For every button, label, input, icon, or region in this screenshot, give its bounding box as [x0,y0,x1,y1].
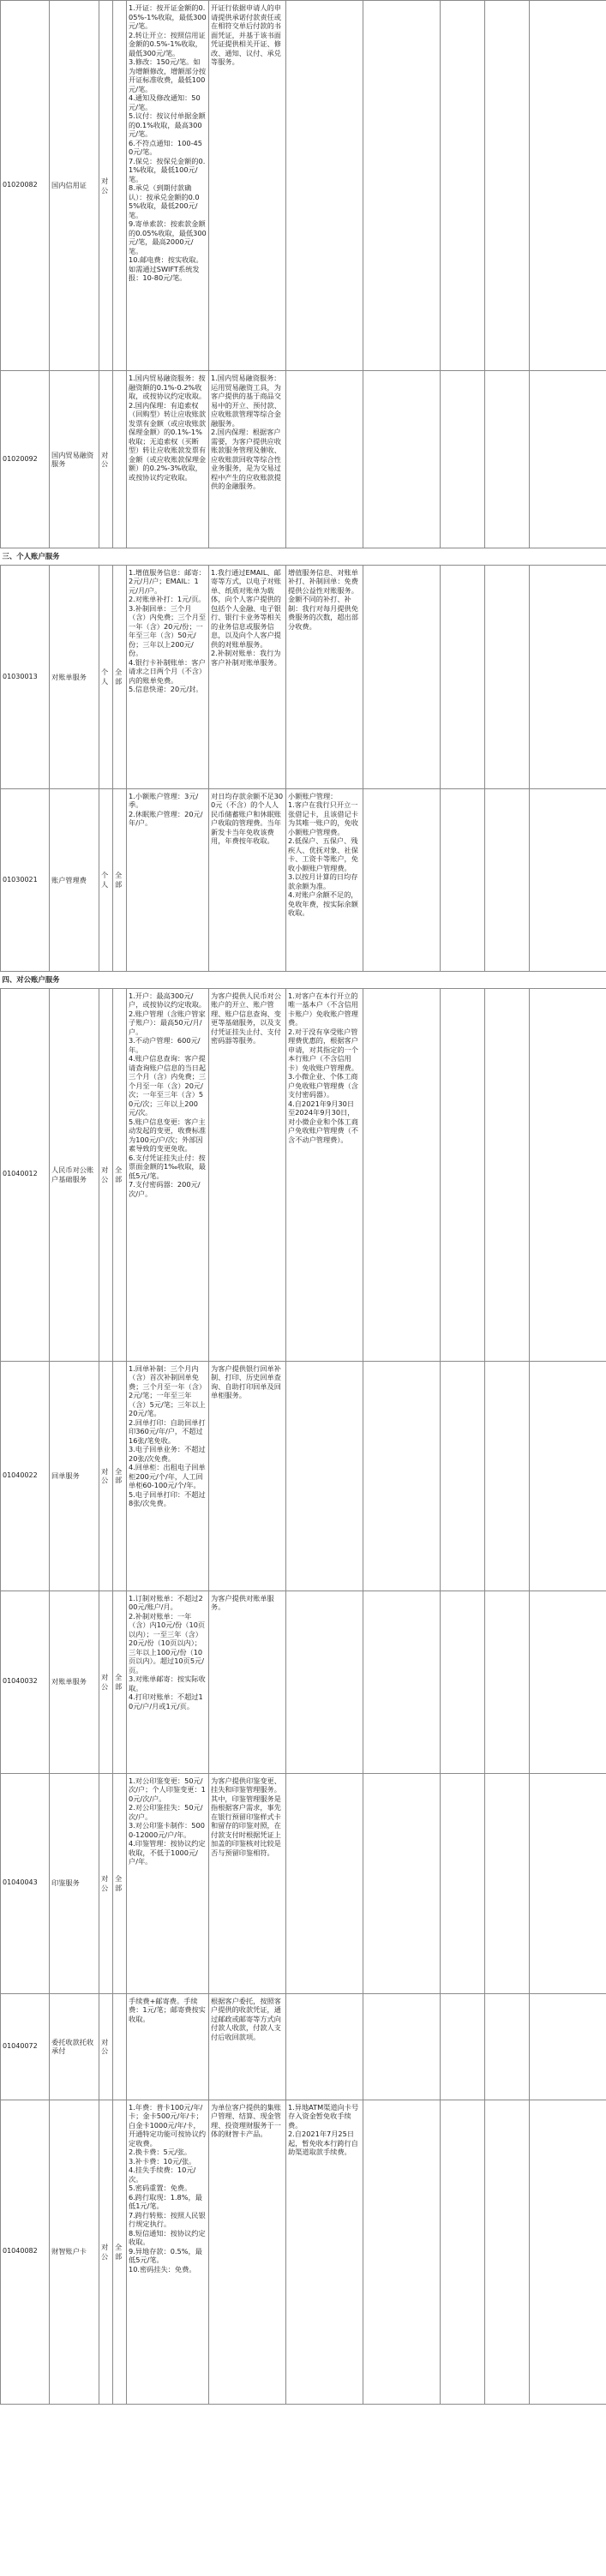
service-scope [113,1993,127,2100]
fee-standard: 1.年费：普卡100元/年/卡；金卡500元/年/卡；白金卡1000元/年/卡，开通特定功能可按协议约定收费。 2.换卡费：5元/张。 3.补卡费：10元/张。 4.挂失手续费：10元/次。 5.密码重置：免费。 6.跨行取现：1.8%，最低1元/笔。 7.跨行转账：按照人民银行规定执行。 8.短信通知：按协议约定收取。 9.异地存款：0.5%，最低5元/笔。 10.密码挂失：免费。 [127,2100,209,2404]
section-title: 四、对公账户服务 [1,971,606,988]
service-target: 对公 [99,1993,113,2100]
fee-standard: 1.开证：按开证金额的0.05%-1%收取，最低300元/笔。 2.转让开立：按照信用证金额的0.5%-1%收取，最低300元/笔。 3.修改：150元/笔。如为增额修改，增额部分按开证标准收费，最低100元/笔。 4.通知及修改通知：50元/笔。 5.议付：按议付单据金额的0.1%收取，最高300元/笔。 6.不符点通知：100-450元/笔。 7.保兑：按保兑金额的0.1%收取，最低100元/笔。 8.承兑（到期付款确认）：按承兑金额的0.05%收取，最低200元/笔。 9.寄单索款：按索款金额的0.05%收取，最低300元/笔，最高2000元/笔。 10.邮电费：按实收取。如需通过SWIFT系统发报：10-80元/笔。 [127,1,209,371]
service-scope: 全部 [113,1361,127,1591]
service-content: 对日均存款余额不足300元（不含）的个人人民币储蓄账户和休眠账户收取的管理费。当年新发卡当年免收该费用，年费按年收取。 [209,788,286,971]
service-content: 1.我行通过EMAIL、邮寄等方式，以电子对账单、纸质对账单为载体，向个人客户提供的包括个人金融、电子银行、银行卡业务等相关的业务信息或服务信息，以及向个人客户提供的对账单服务。 2.补制对账单：我行为客户补制对账单服务。 [209,565,286,788]
service-name: 财智账户卡 [50,2100,99,2404]
empty-cell [441,988,485,1361]
service-code: 01040082 [1,2100,50,2404]
empty-cell [363,988,441,1361]
service-code: 01040043 [1,1773,50,1993]
service-scope: 全部 [113,988,127,1361]
service-target: 对公 [99,2100,113,2404]
table-row [1,371,606,548]
section-header-row [1,971,606,988]
remark [530,1773,606,1993]
remark [530,2100,606,2404]
table-row [1,1993,606,2100]
table-row [1,988,606,1361]
service-scope [113,1,127,371]
empty-cell [485,1993,530,2100]
empty-cell [363,371,441,548]
service-name: 对账单服务 [50,1591,99,1773]
empty-cell [441,1773,485,1993]
preferential-policy [286,1993,363,2100]
empty-cell [485,565,530,788]
service-name: 国内贸易融资服务 [50,371,99,548]
table-row [1,788,606,971]
service-code: 01040032 [1,1591,50,1773]
service-name: 回单服务 [50,1361,99,1591]
service-target: 对公 [99,1361,113,1591]
preferential-policy: 1.对客户在本行开立的唯一基本户（不含信用卡账户）免收账户管理费。 2.对于没有享受账户管理费优惠的，根据客户申请，对其指定的一个本行账户（不含信用卡）免收账户管理费。 3.小微企业、个体工商户免收账户管理费（含支付密码器）。 4.自2021年9月30日至2024年9月30日，对小微企业和个体工商户免收账户管理费（不含不动户管理费）。 [286,988,363,1361]
service-content: 为单位客户提供的集账户管理、结算、现金管理、投资理财服务于一体的财智卡产品。 [209,2100,286,2404]
service-code: 01020092 [1,371,50,548]
preferential-policy: 1.异地ATM渠道向卡号存入资金暂免收手续费。 2.自2021年7月25日起，暂免收本行跨行自助渠道取款手续费。 [286,2100,363,2404]
empty-cell [441,1,485,371]
service-content: 为客户提供印鉴变更、挂失和印鉴管理服务。其中，印鉴管理服务是指根据客户需求，事先在银行预留印鉴样式卡和留存的印鉴对照，在付款支付时根据凭证上加盖的印鉴核对比较是否与预留印鉴相符。 [209,1773,286,1993]
remark [530,565,606,788]
fee-standard: 1.增值服务信息：邮寄：2元/月/户；EMAIL：1元/月/户。 2.对账单补打：1元/页。 3.补制回单：三个月（含）内免费；三个月至一年（含）20元/份；一年至三年（含）50元/份；三年以上200元/份。 4.银行卡补制账单：客户请求之日两个月（不含）内的账单免费。 5.信息快递：20元/封。 [127,565,209,788]
table-row [1,1773,606,1993]
service-target: 个人 [99,565,113,788]
empty-cell [441,2100,485,2404]
fee-standard: 1.订制对账单：不超过200元/账户/月。 2.补制对账单：一年（含）内10元/份（10页以内）；一至三年（含）20元/份（10页以内）；三年以上100元/份（10页以内）。超过10页5元/页。 3.对账单邮寄：按实际收取。 4.打印对账单：不超过10元/户/月或1元/页。 [127,1591,209,1773]
empty-cell [441,371,485,548]
empty-cell [485,1361,530,1591]
remark [530,1993,606,2100]
service-target: 对公 [99,1,113,371]
service-name: 对账单服务 [50,565,99,788]
remark [530,1361,606,1591]
preferential-policy: 增值服务信息、对账单补打、补制回单：免费提供公益性对账服务。 金额不同的补打、补制：我行对每月提供免费服务的次数，超出部分收费。 [286,565,363,788]
empty-cell [441,1993,485,2100]
service-content: 开证行依据申请人的申请提供承诺付款责任或在相符交单后付款的书面凭证，并基于该书面凭证提供相关开证、修改、通知、议付、承兑等服务。 [209,1,286,371]
empty-cell [363,788,441,971]
service-scope: 全部 [113,565,127,788]
service-code: 01040022 [1,1361,50,1591]
remark [530,1,606,371]
empty-cell [485,1591,530,1773]
preferential-policy [286,1361,363,1591]
service-target: 个人 [99,788,113,971]
service-content: 为客户提供银行回单补制、打印、历史回单查询、自助打印回单及回单柜服务。 [209,1361,286,1591]
service-code: 01040012 [1,988,50,1361]
preferential-policy [286,1591,363,1773]
fee-standard: 1.开户：最高300元/户，或按协议约定收取。 2.账户管理（含账户管家子账户）：最高50元/月/户。 3.不动户管理：600元/年。 4.账户信息查询：客户提请查询账户信息的当日起三个月（含）内免费；三个月至一年（含）20元/次；一年至三年（含）50元/次；三年以上200元/次。 5.账户信息变更：客户主动发起的变更，收费标准为100元/户/次；外部因素导致的变更免收。 6.支付凭证挂失止付：按票面金额的1‰收取，最低5元/笔。 7.支付密码器：200元/次/户。 [127,988,209,1361]
empty-cell [363,1591,441,1773]
service-content: 1.国内贸易融资服务：运用贸易融资工具，为客户提供的基于商品交易中的开立、预付款、应收账款管理等综合金融服务。 2.国内保理：根据客户需要，为客户提供应收账款服务管理及催收、应收账款回收等综合性业务服务，是为交易过程中产生的应收账款提供的金融服务。 [209,371,286,548]
service-target: 对公 [99,988,113,1361]
empty-cell [441,565,485,788]
preferential-policy [286,371,363,548]
service-name: 人民币对公账户基础服务 [50,988,99,1361]
service-content: 为客户提供对账单服务。 [209,1591,286,1773]
service-target: 对公 [99,1591,113,1773]
empty-cell [485,1773,530,1993]
service-scope [113,371,127,548]
fee-standard: 1.小额账户管理：3元/季。 2.休眠账户管理：20元/年/户。 [127,788,209,971]
service-target: 对公 [99,371,113,548]
remark [530,1591,606,1773]
remark [530,371,606,548]
service-code: 01020082 [1,1,50,371]
empty-cell [363,1773,441,1993]
service-name: 账户管理费 [50,788,99,971]
service-name: 委托收款托收承付 [50,1993,99,2100]
table-row [1,565,606,788]
service-scope: 全部 [113,2100,127,2404]
remark [530,988,606,1361]
service-code: 01030021 [1,788,50,971]
preferential-policy: 小额账户管理： 1.客户在我行只开立一张借记卡，且该借记卡为其唯一账户的，免收小额账户管理费。 2.低保户、五保户、残疾人、优抚对象、社保卡、工资卡等账户，免收小额账户管理费。 3.以按月计算的日均存款余额为准。 4.对账户余额不足的，免收年费，按实际余额收取。 [286,788,363,971]
preferential-policy [286,1773,363,1993]
table-row [1,1591,606,1773]
empty-cell [363,1,441,371]
table-row [1,2100,606,2404]
empty-cell [441,1361,485,1591]
service-name: 国内信用证 [50,1,99,371]
service-content: 为客户提供人民币对公账户的开立、账户管理、账户信息查询、变更等基础服务，以及支付凭证挂失止付、支付密码器等服务。 [209,988,286,1361]
empty-cell [363,565,441,788]
service-scope: 全部 [113,788,127,971]
service-scope: 全部 [113,1773,127,1993]
empty-cell [441,1591,485,1773]
empty-cell [441,788,485,971]
fee-standard: 1.国内贸易融资服务：按融资额的0.1%-0.2%收取，或按协议约定收取。 2.国内保理：有追索权（回购型）转让应收账款发票有金额（或应收账款保理金额）的0.1%-1%收取；无追索权（买断型）转让应收账款发票有金额（或应收账款保理金额）的0.2%-3%收取，或按协议约定收取。 [127,371,209,548]
empty-cell [363,2100,441,2404]
empty-cell [485,988,530,1361]
section-header-row [1,548,606,566]
table-row [1,1,606,371]
fee-standard: 1.回单补制：三个月内（含）首次补制回单免费；三个月至一年（含）2元/笔；一年至三年（含）5元/笔；三年以上20元/笔。 2.回单打印：自助回单打印360元/年/户，不超过16张/笔免收。 3.电子回单业务：不超过20张/次免费。 4.回单柜：出租电子回单柜200元/个/年，人工回单柜60-100元/个/年。 5.电子回单打印：不超过8张/次免费。 [127,1361,209,1591]
service-code: 01030013 [1,565,50,788]
service-code: 01040072 [1,1993,50,2100]
service-scope: 全部 [113,1591,127,1773]
empty-cell [485,788,530,971]
preferential-policy [286,1,363,371]
service-target: 对公 [99,1773,113,1993]
fee-standard: 手续费+邮寄费。手续费：1元/笔；邮寄费按实收取。 [127,1993,209,2100]
empty-cell [363,1361,441,1591]
table-row [1,1361,606,1591]
empty-cell [485,2100,530,2404]
service-name: 印鉴服务 [50,1773,99,1993]
empty-cell [363,1993,441,2100]
empty-cell [485,1,530,371]
section-title: 三、个人账户服务 [1,548,606,566]
service-content: 根据客户委托，按照客户提供的收款凭证，通过邮政或邮寄等方式向付款人收款，付款人支付后收回款项。 [209,1993,286,2100]
fee-standard: 1.对公印鉴变更：50元/次/户；个人印鉴变更：10元/次/户。 2.对公印鉴挂失：50元/次/户。 3.对公印鉴卡制作：5000-12000元/户/年。 4.印鉴管理：按协议约定收取，不低于1000元/户/年。 [127,1773,209,1993]
empty-cell [485,371,530,548]
remark [530,788,606,971]
